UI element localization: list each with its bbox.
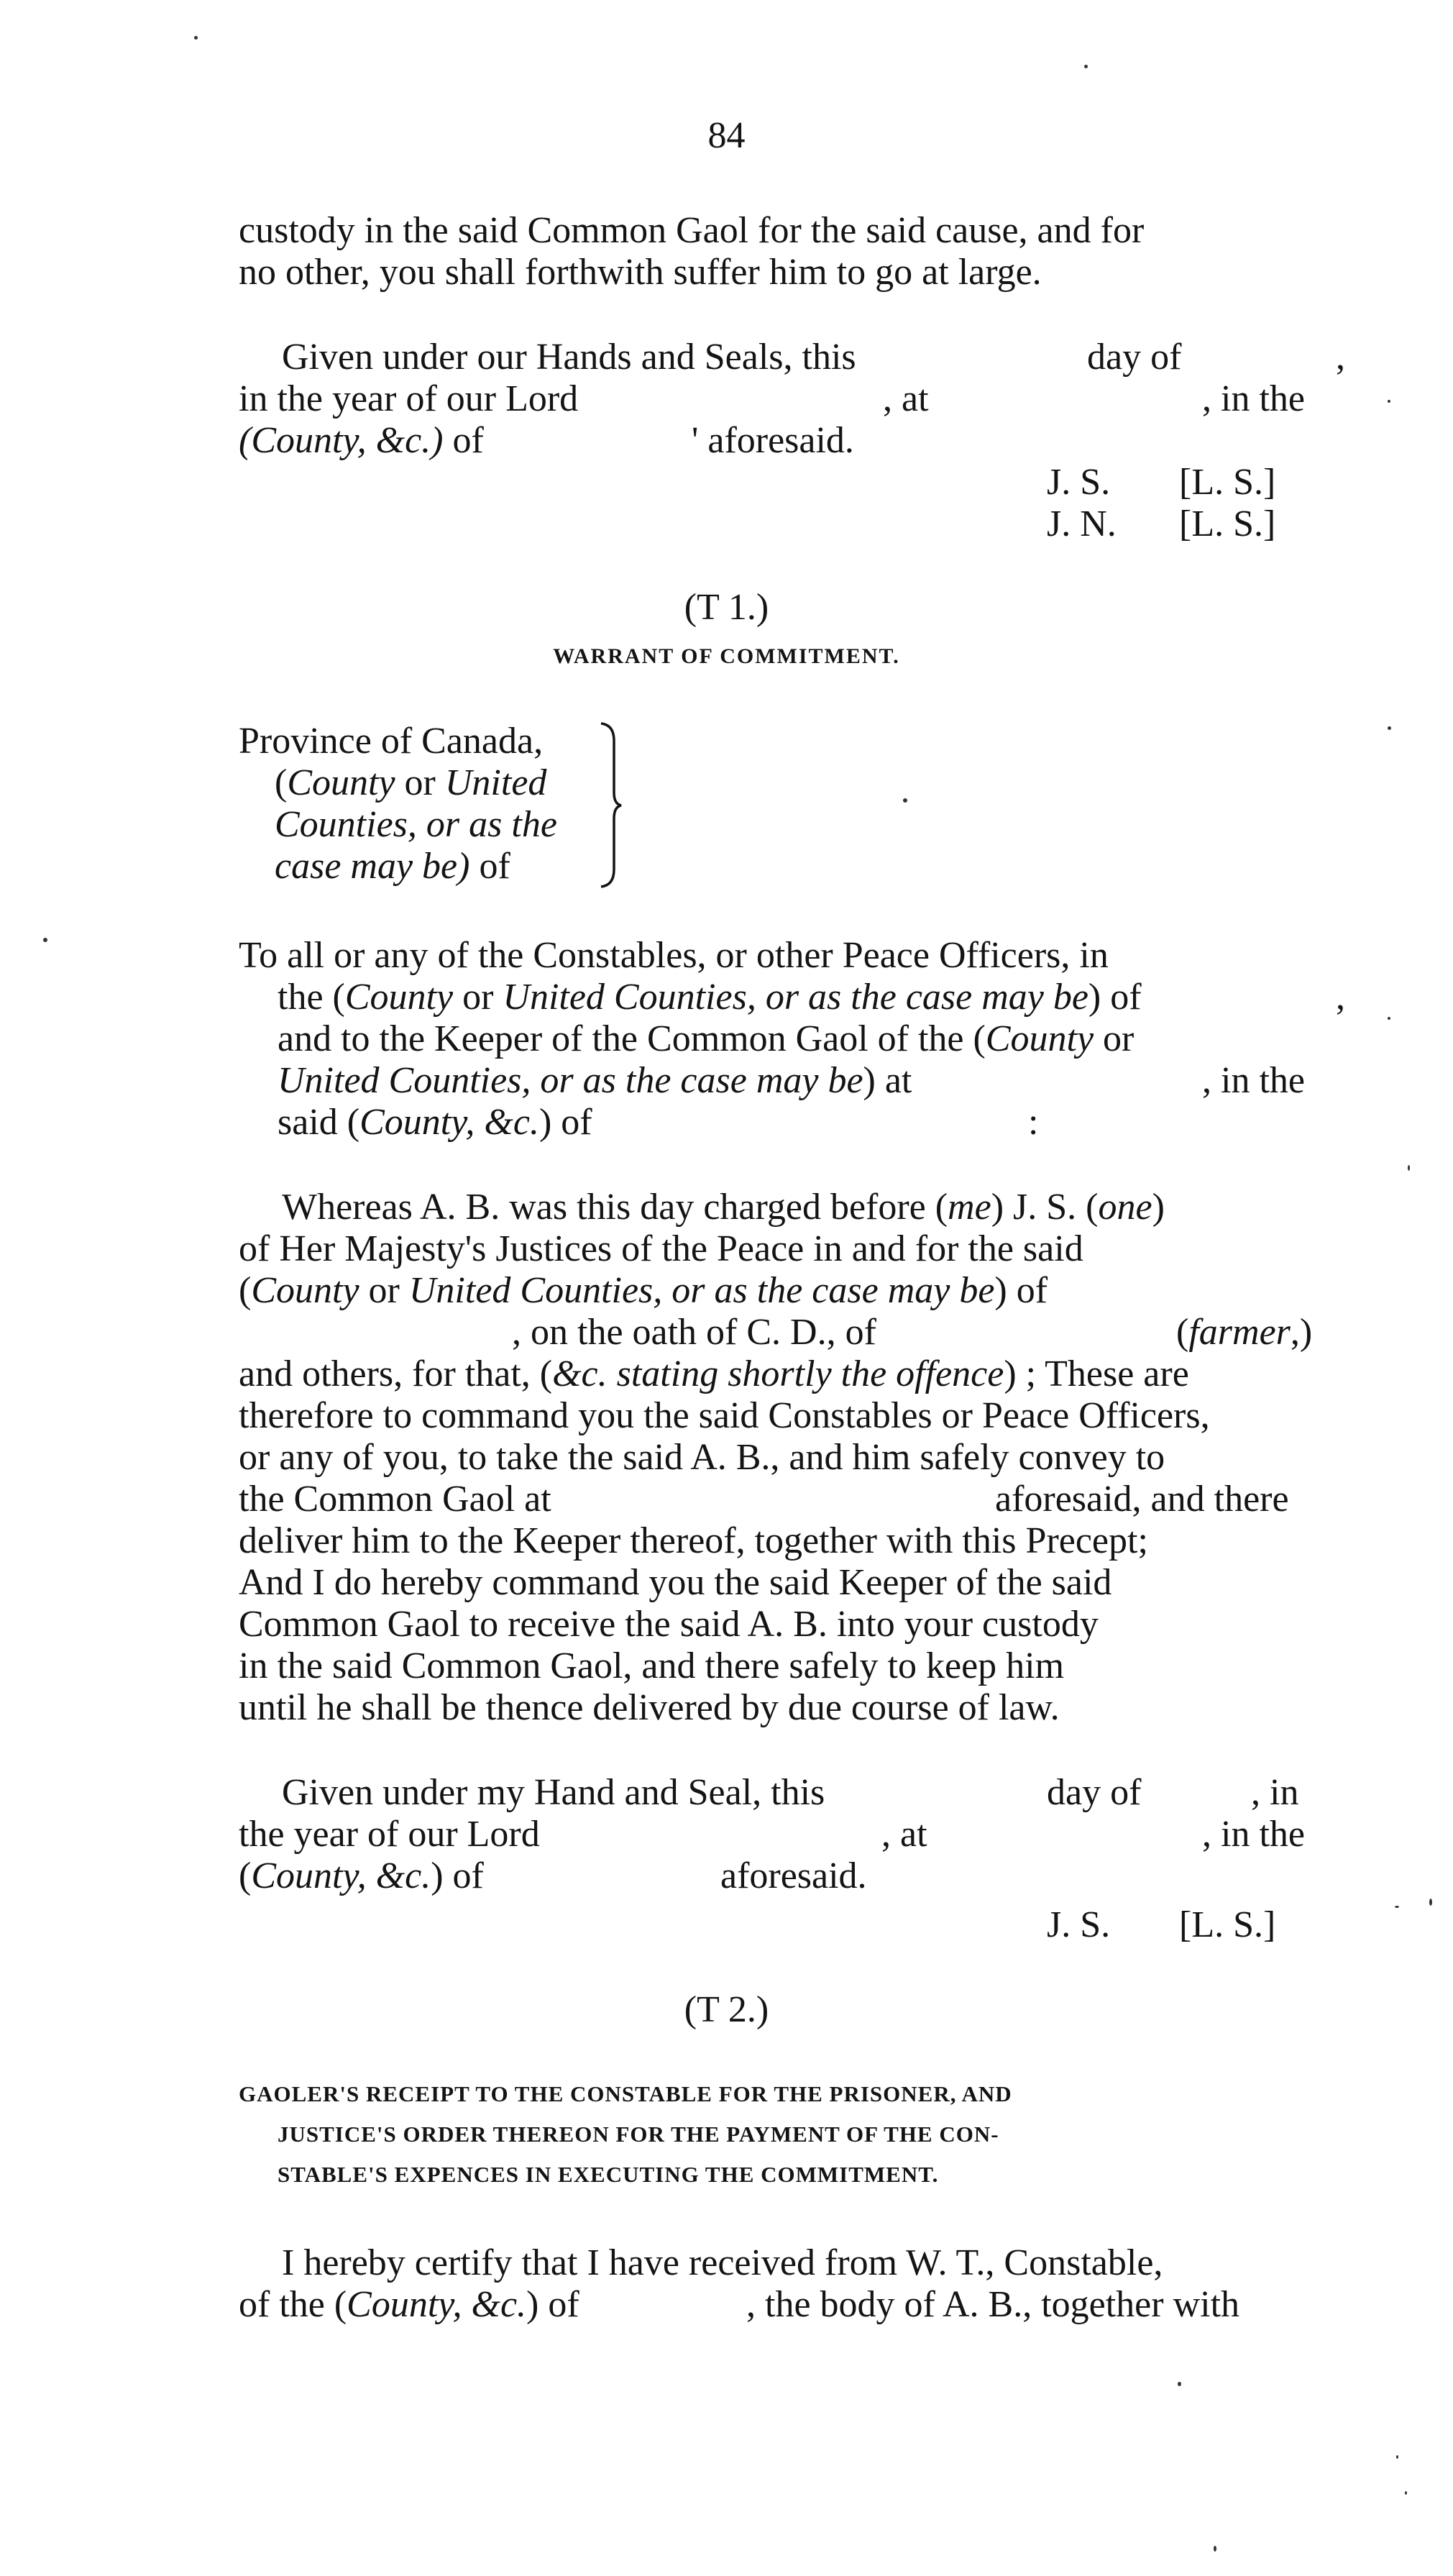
scan-speck bbox=[1396, 2455, 1398, 2459]
given1-line2-at: , at bbox=[883, 378, 929, 419]
venue-line-2: (County or United bbox=[275, 762, 547, 803]
to-line-4-inthe: , in the bbox=[1202, 1060, 1305, 1101]
given1-line1-comma: , bbox=[1336, 337, 1345, 378]
given2-line1-dayof: day of bbox=[1047, 1772, 1142, 1813]
given1-line1-dayof: day of bbox=[1087, 337, 1182, 378]
given1-of: of bbox=[452, 420, 484, 461]
venue-line-1: Province of Canada, bbox=[239, 721, 544, 762]
t1-heading: (T 1.) bbox=[684, 587, 769, 628]
given2-aforesaid: aforesaid. bbox=[720, 1855, 867, 1896]
whereas-line-1: Whereas A. B. was this day charged before (me) J. S. (one) bbox=[282, 1187, 1165, 1228]
scan-speck bbox=[1405, 2491, 1407, 2495]
intro-line-1: custody in the said Common Gaol for the said cause, and for bbox=[239, 210, 1145, 251]
certify-line-2-rest: , the body of A. B., together with bbox=[746, 2284, 1240, 2325]
given1-seal-2: [L. S.] bbox=[1179, 503, 1276, 544]
whereas-line-8-aforesaid: aforesaid, and there bbox=[995, 1479, 1289, 1520]
scan-speck bbox=[1388, 400, 1390, 403]
whereas-line-9: deliver him to the Keeper thereof, together with this Precept; bbox=[239, 1520, 1148, 1561]
given2-line1-text: Given under my Hand and Seal, this bbox=[282, 1772, 825, 1813]
given1-signature-js: J. S. bbox=[1047, 462, 1111, 503]
given2-seal: [L. S.] bbox=[1179, 1904, 1276, 1945]
scan-speck bbox=[1429, 1899, 1432, 1906]
scan-speck bbox=[1388, 1017, 1390, 1020]
given1-aforesaid: ' aforesaid. bbox=[692, 420, 854, 461]
t2-heading: (T 2.) bbox=[684, 1989, 769, 2030]
scan-speck bbox=[903, 798, 907, 803]
scan-speck bbox=[1408, 1165, 1410, 1171]
venue-line-3: Counties, or as the bbox=[275, 804, 557, 845]
to-line-3: and to the Keeper of the Common Gaol of the (County or bbox=[278, 1018, 1135, 1059]
given1-seal-1: [L. S.] bbox=[1179, 462, 1276, 503]
whereas-line-7: or any of you, to take the said A. B., and him safely convey to bbox=[239, 1437, 1165, 1478]
certify-line-2: of the (County, &c.) of bbox=[239, 2284, 579, 2325]
whereas-line-10: And I do hereby command you the said Keeper of the said bbox=[239, 1562, 1112, 1603]
whereas-line-3: (County or United Counties, or as the case may be) of bbox=[239, 1270, 1048, 1311]
scan-speck bbox=[1178, 2382, 1181, 2386]
whereas-line-5: and others, for that, (&c. stating shortly the offence) ; These are bbox=[239, 1353, 1189, 1394]
t2-title-line-1: GAOLER'S RECEIPT TO THE CONSTABLE FOR THE PRISONER, AND bbox=[239, 2081, 1012, 2106]
given1-signature-jn: J. N. bbox=[1047, 503, 1117, 544]
whereas-line-2: of Her Majesty's Justices of the Peace in and for the said bbox=[239, 1228, 1083, 1269]
to-line-2: the (County or United Counties, or as the case may be) of bbox=[278, 977, 1142, 1018]
to-line-2-comma: , bbox=[1336, 977, 1345, 1018]
whereas-line-4-farmer: (farmer,) bbox=[1176, 1312, 1313, 1353]
to-line-1: To all or any of the Constables, or other Peace Officers, in bbox=[239, 935, 1109, 976]
given1-line2-inthe: , in the bbox=[1202, 378, 1305, 419]
given1-line2-text: in the year of our Lord bbox=[239, 378, 579, 419]
given2-line1-in: , in bbox=[1251, 1772, 1299, 1813]
scan-speck bbox=[1395, 1906, 1399, 1908]
certify-line-1: I hereby certify that I have received from W. T., Constable, bbox=[282, 2242, 1163, 2283]
venue-line-4: case may be) of bbox=[275, 846, 510, 887]
page-number: 84 bbox=[707, 115, 746, 156]
given1-line1-text: Given under our Hands and Seals, this bbox=[282, 337, 856, 378]
scan-speck bbox=[43, 938, 47, 942]
whereas-line-8: the Common Gaol at bbox=[239, 1479, 551, 1520]
whereas-line-6: therefore to command you the said Constables or Peace Officers, bbox=[239, 1395, 1210, 1436]
given2-line3: (County, &c.) of bbox=[239, 1855, 484, 1896]
scan-speck bbox=[1388, 726, 1391, 730]
whereas-line-4: , on the oath of C. D., of bbox=[512, 1312, 876, 1353]
t2-title-line-3: STABLE'S EXPENCES IN EXECUTING THE COMMITMENT. bbox=[278, 2162, 939, 2187]
given2-line2-text: the year of our Lord bbox=[239, 1814, 540, 1855]
intro-line-2: no other, you shall forthwith suffer him to go at large. bbox=[239, 252, 1042, 293]
to-line-5: said (County, &c.) of bbox=[278, 1102, 592, 1143]
given2-signature-js: J. S. bbox=[1047, 1904, 1111, 1945]
scan-speck bbox=[1084, 65, 1088, 68]
whereas-line-12: in the said Common Gaol, and there safely to keep him bbox=[239, 1645, 1065, 1686]
to-line-4: United Counties, or as the case may be) at bbox=[278, 1060, 912, 1101]
venue-brace bbox=[598, 721, 623, 890]
t2-title-line-2: JUSTICE'S ORDER THEREON FOR THE PAYMENT OF THE CON- bbox=[278, 2121, 999, 2147]
to-line-5-colon: : bbox=[1028, 1102, 1039, 1143]
given2-line2-at: , at bbox=[881, 1814, 927, 1855]
scan-speck bbox=[194, 36, 198, 40]
whereas-line-13: until he shall be thence delivered by due course of law. bbox=[239, 1687, 1060, 1728]
given2-line2-inthe: , in the bbox=[1202, 1814, 1305, 1855]
given1-line3 bbox=[239, 420, 484, 462]
t1-title: WARRANT OF COMMITMENT. bbox=[553, 644, 900, 668]
given1-county-italic: (County, &c.) bbox=[239, 420, 444, 461]
whereas-line-11: Common Gaol to receive the said A. B. into your custody bbox=[239, 1604, 1099, 1645]
scan-speck bbox=[1214, 2546, 1216, 2552]
